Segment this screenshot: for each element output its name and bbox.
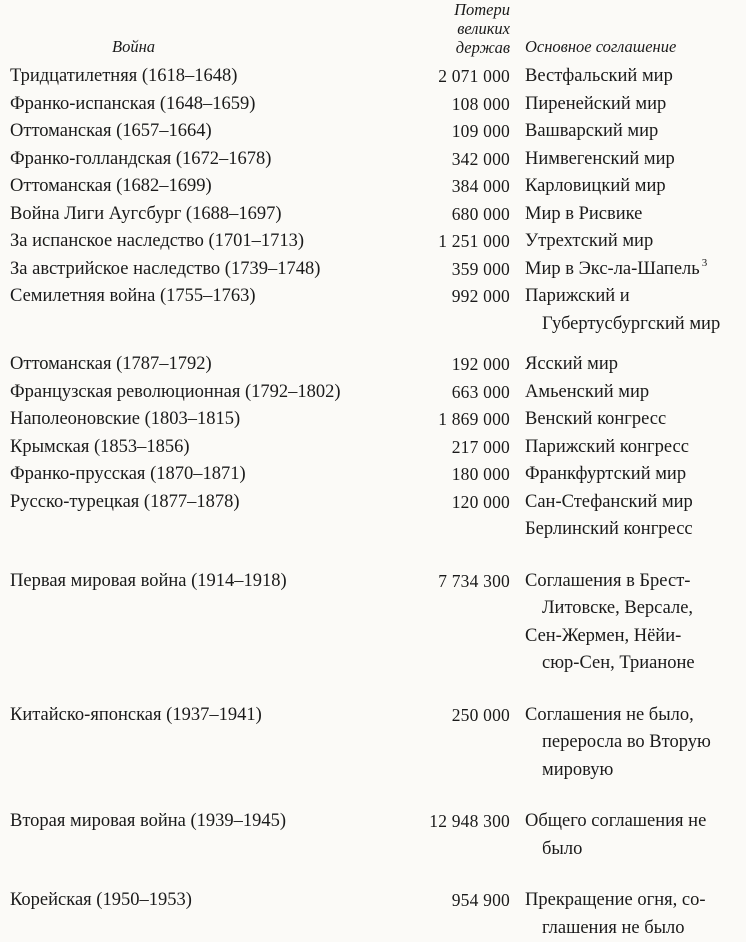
treaty-line: было bbox=[525, 836, 746, 864]
treaty-line: Соглашения не было, bbox=[525, 702, 746, 730]
cell-war-name: Крымская (1853–1856) bbox=[0, 434, 410, 462]
treaty-text bbox=[525, 228, 746, 256]
treaty-line: Мир в Рисвике bbox=[525, 201, 746, 229]
treaty-text bbox=[525, 173, 746, 201]
table-row bbox=[0, 228, 746, 256]
cell-war-name: Франко-голландская (1672–1678) bbox=[0, 146, 410, 174]
losses-value: 954 900 bbox=[452, 890, 510, 910]
cell-war-name: За испанское наследство (1701–1713) bbox=[0, 228, 410, 256]
losses-value: 1 251 000 bbox=[438, 231, 510, 251]
losses-value: 384 000 bbox=[452, 176, 510, 196]
losses-value: 120 000 bbox=[452, 492, 510, 512]
losses-value: 180 000 bbox=[452, 464, 510, 484]
footnote-marker: 3 bbox=[700, 257, 708, 269]
treaty-text bbox=[525, 256, 746, 284]
losses-value: 217 000 bbox=[452, 437, 510, 457]
table-row bbox=[0, 461, 746, 489]
column-header-losses bbox=[410, 0, 510, 63]
treaty-text bbox=[525, 118, 746, 146]
treaty-line: Общего соглашения не bbox=[525, 808, 746, 836]
cell-great-power-losses bbox=[410, 489, 510, 544]
cell-main-treaty bbox=[510, 406, 746, 434]
cell-main-treaty bbox=[510, 678, 746, 785]
treaty-text bbox=[525, 379, 746, 407]
cell-main-treaty bbox=[510, 434, 746, 462]
treaty-line: Парижский конгресс bbox=[525, 434, 746, 462]
treaty-line: Ясский мир bbox=[525, 351, 746, 379]
cell-main-treaty bbox=[510, 256, 746, 284]
cell-war-name: Война Лиги Аугсбург (1688–1697) bbox=[0, 201, 410, 229]
treaty-text bbox=[525, 351, 746, 379]
cell-war-name: Вторая мировая война (1939–1945) bbox=[0, 784, 410, 863]
cell-main-treaty bbox=[510, 489, 746, 544]
treaty-line: сюр-Сен, Трианоне bbox=[525, 650, 746, 678]
losses-value: 250 000 bbox=[452, 705, 510, 725]
treaty-text bbox=[525, 434, 746, 462]
losses-value: 7 734 300 bbox=[438, 571, 510, 591]
column-header-losses-line1: Потери bbox=[410, 0, 510, 19]
losses-value: 1 869 000 bbox=[438, 409, 510, 429]
treaty-text bbox=[525, 63, 746, 91]
treaty-line: Губертусбургский мир bbox=[525, 311, 746, 339]
cell-great-power-losses bbox=[410, 784, 510, 863]
cell-war-name: Первая мировая война (1914–1918) bbox=[0, 544, 410, 678]
table-row bbox=[0, 283, 746, 338]
table-row bbox=[0, 256, 746, 284]
cell-main-treaty bbox=[510, 118, 746, 146]
cell-great-power-losses bbox=[410, 544, 510, 678]
treaty-line: Сен-Жермен, Нёйи- bbox=[525, 623, 746, 651]
treaty-line: Пиренейский мир bbox=[525, 91, 746, 119]
table-row bbox=[0, 379, 746, 407]
table-header bbox=[0, 0, 746, 63]
losses-value: 12 948 300 bbox=[429, 811, 510, 831]
cell-great-power-losses bbox=[410, 91, 510, 119]
treaty-line: Утрехтский мир bbox=[525, 228, 746, 256]
losses-value: 680 000 bbox=[452, 204, 510, 224]
treaty-text bbox=[525, 283, 746, 338]
table-row bbox=[0, 146, 746, 174]
treaty-line: Сан-Стефанский мир bbox=[525, 489, 746, 517]
cell-great-power-losses bbox=[410, 434, 510, 462]
treaty-line: Нимвегенский мир bbox=[525, 146, 746, 174]
treaty-line: Венский конгресс bbox=[525, 406, 746, 434]
treaty-text bbox=[525, 568, 746, 678]
cell-main-treaty bbox=[510, 379, 746, 407]
cell-main-treaty bbox=[510, 146, 746, 174]
treaty-line: Литовске, Версале, bbox=[525, 595, 746, 623]
table-row bbox=[0, 406, 746, 434]
cell-war-name: Оттоманская (1682–1699) bbox=[0, 173, 410, 201]
cell-great-power-losses bbox=[410, 283, 510, 338]
treaty-line: мировую bbox=[525, 757, 746, 785]
cell-great-power-losses bbox=[410, 256, 510, 284]
cell-great-power-losses bbox=[410, 146, 510, 174]
cell-war-name: Наполеоновские (1803–1815) bbox=[0, 406, 410, 434]
treaty-text bbox=[525, 702, 746, 785]
table-row bbox=[0, 678, 746, 785]
treaty-line: Вашварский мир bbox=[525, 118, 746, 146]
cell-main-treaty bbox=[510, 63, 746, 91]
cell-great-power-losses bbox=[410, 338, 510, 379]
treaty-line: Мир в Экс-ла-Шапель $^3$ bbox=[525, 256, 746, 284]
treaty-text bbox=[525, 406, 746, 434]
treaty-line: Берлинский конгресс bbox=[525, 516, 746, 544]
cell-great-power-losses bbox=[410, 461, 510, 489]
table-row bbox=[0, 489, 746, 544]
treaty-line: Прекращение огня, со- bbox=[525, 887, 746, 915]
treaty-text bbox=[525, 461, 746, 489]
cell-main-treaty bbox=[510, 338, 746, 379]
table-row bbox=[0, 201, 746, 229]
cell-war-name: Французская революционная (1792–1802) bbox=[0, 379, 410, 407]
treaty-line: глашения не было bbox=[525, 915, 746, 942]
cell-war-name: Франко-испанская (1648–1659) bbox=[0, 91, 410, 119]
cell-main-treaty bbox=[510, 461, 746, 489]
treaty-line: Соглашения в Брест- bbox=[525, 568, 746, 596]
losses-value: 992 000 bbox=[452, 286, 510, 306]
cell-great-power-losses bbox=[410, 228, 510, 256]
treaty-line: Вестфальский мир bbox=[525, 63, 746, 91]
treaty-text bbox=[525, 146, 746, 174]
column-header-losses-line3: держав bbox=[410, 38, 510, 57]
table-row bbox=[0, 173, 746, 201]
table-row bbox=[0, 91, 746, 119]
cell-great-power-losses bbox=[410, 63, 510, 91]
cell-war-name: Франко-прусская (1870–1871) bbox=[0, 461, 410, 489]
cell-war-name: Корейская (1950–1953) bbox=[0, 863, 410, 942]
cell-great-power-losses bbox=[410, 173, 510, 201]
cell-main-treaty bbox=[510, 91, 746, 119]
cell-main-treaty bbox=[510, 228, 746, 256]
cell-great-power-losses bbox=[410, 863, 510, 942]
cell-war-name: Китайско-японская (1937–1941) bbox=[0, 678, 410, 785]
cell-great-power-losses bbox=[410, 406, 510, 434]
cell-great-power-losses bbox=[410, 118, 510, 146]
losses-value: 342 000 bbox=[452, 149, 510, 169]
losses-value: 192 000 bbox=[452, 354, 510, 374]
column-header-war-label: Война bbox=[112, 37, 410, 57]
cell-great-power-losses bbox=[410, 201, 510, 229]
cell-main-treaty bbox=[510, 173, 746, 201]
cell-war-name: Семилетняя война (1755–1763) bbox=[0, 283, 410, 338]
treaty-text bbox=[525, 91, 746, 119]
table-row bbox=[0, 863, 746, 942]
cell-war-name: Оттоманская (1787–1792) bbox=[0, 338, 410, 379]
cell-main-treaty bbox=[510, 784, 746, 863]
cell-main-treaty bbox=[510, 544, 746, 678]
table-row bbox=[0, 63, 746, 91]
table-row bbox=[0, 118, 746, 146]
treaty-text bbox=[525, 489, 746, 544]
treaty-text bbox=[525, 887, 746, 942]
table-body bbox=[0, 63, 746, 942]
cell-main-treaty bbox=[510, 201, 746, 229]
treaty-line: Амьенский мир bbox=[525, 379, 746, 407]
cell-war-name: За австрийское наследство (1739–1748) bbox=[0, 256, 410, 284]
cell-war-name: Оттоманская (1657–1664) bbox=[0, 118, 410, 146]
cell-war-name: Тридцатилетняя (1618–1648) bbox=[0, 63, 410, 91]
column-header-treaty bbox=[510, 0, 746, 63]
table-row bbox=[0, 544, 746, 678]
treaty-line: Парижский и bbox=[525, 283, 746, 311]
column-header-treaty-label: Основное соглашение bbox=[525, 37, 746, 57]
cell-great-power-losses bbox=[410, 678, 510, 785]
losses-value: 108 000 bbox=[452, 94, 510, 114]
cell-main-treaty bbox=[510, 863, 746, 942]
header-row bbox=[0, 0, 746, 63]
table-row bbox=[0, 784, 746, 863]
losses-value: 359 000 bbox=[452, 259, 510, 279]
treaty-text bbox=[525, 201, 746, 229]
losses-value: 2 071 000 bbox=[438, 66, 510, 86]
table-row bbox=[0, 338, 746, 379]
treaty-line: Франкфуртский мир bbox=[525, 461, 746, 489]
treaty-line: Карловицкий мир bbox=[525, 173, 746, 201]
column-header-losses-line2: великих bbox=[410, 19, 510, 38]
table-row bbox=[0, 434, 746, 462]
cell-main-treaty bbox=[510, 283, 746, 338]
losses-value: 109 000 bbox=[452, 121, 510, 141]
treaty-text bbox=[525, 808, 746, 863]
column-header-war bbox=[0, 0, 410, 63]
cell-great-power-losses bbox=[410, 379, 510, 407]
losses-value: 663 000 bbox=[452, 382, 510, 402]
treaty-line: переросла во Вторую bbox=[525, 729, 746, 757]
cell-war-name: Русско-турецкая (1877–1878) bbox=[0, 489, 410, 544]
